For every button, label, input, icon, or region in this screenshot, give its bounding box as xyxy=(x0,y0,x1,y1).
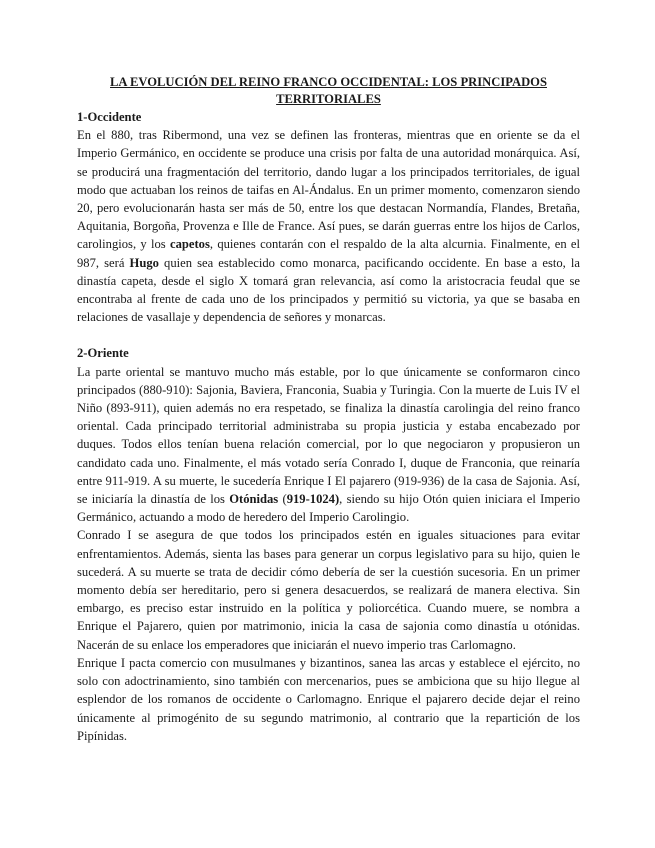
paragraph-oriente-3 xyxy=(77,654,580,745)
paragraph-text: ( xyxy=(278,492,287,507)
paragraph-text: , quienes contarán con el respaldo de la alta alcurnia. Finalmente, en el 987, será xyxy=(77,237,581,270)
document-page xyxy=(77,70,580,745)
paragraph-text: , siendo su hijo Otón quien iniciara el Imperio Germánico, actuando a modo de heredero del Imperio Carolingio. xyxy=(77,492,581,525)
bold-term-hugo: Hugo xyxy=(129,255,159,270)
paragraph-oriente-1 xyxy=(77,363,580,527)
bold-term-capetos: capetos xyxy=(170,237,210,252)
bold-term-otonidas: Otónidas xyxy=(229,492,279,507)
section-heading-oriente: 2-Oriente xyxy=(77,346,129,361)
paragraph-text: La parte oriental se mantuvo mucho más estable, por lo que únicamente se conformaron cinco principados (880-910): Sajonia, Baviera, Franconia, Suabia y Turingia. Con la muerte de Luis IV el Niño (893-911), quien además no era respetado, se finaliza la dinastía carolingia del reino franco oriental. Cada principado territorial administraba su propia justicia y estaba encabezado por duques. Todos ellos tenían buena relación comercial, por lo que negociaron y propusieron un candidato cada uno. Finalmente, el más votado sería Conrado I, duque de Franconia, que reinaría entre 911-919. A su muerte, le sucedería Enrique I El pajarero (919-936) de la casa de Sajonia. Así, se iniciaría la dinastía de los xyxy=(77,364,580,507)
paragraph-text: quien sea establecido como monarca, pacificando occidente. En base a esto, la dinastía capeta, desde el siglo X tomará gran relevancia, así como la aristocracia feudal que se encontraba al frente de cada uno de los principados y permitió su victoria, ya que se basaba en relaciones de vasallaje y dependencia de señores y monarcas. xyxy=(77,255,580,325)
document-title: LA EVOLUCIÓN DEL REINO FRANCO OCCIDENTAL: LOS PRINCIPADOS TERRITORIALES xyxy=(110,75,547,106)
section-heading-occidente: 1-Occidente xyxy=(77,110,142,124)
paragraph-text: En el 880, tras Ribermond, una vez se definen las fronteras, mientras que en oriente se da el Imperio Germánico, en occidente se produce una crisis por falta de una autoridad monárquica. Así, se producirá una fragmentación del territorio, dando lugar a los principados territoriales, de igual modo que actuaban los reinos de taifas en Al-Ándalus. En un primer momento, comenzaron siendo 20, pero evolucionarán hasta ser más de 50, entre los que destacan Normandía, Flandes, Bretaña, Aquitania, Borgoña, Provenza e Ille de France. Así pues, se darán guerras entre los hijos de Carlos, carolingios, y los xyxy=(77,128,580,252)
paragraph-occidente xyxy=(77,126,580,326)
paragraph-text: Conrado I se asegura de que todos los principados estén en iguales situaciones para evitar enfrentamientos. Además, sienta las bases para generar un corpus legislativo para su hijo, quien le sucederá. A su muerte se trata de decidir cómo debería de ser la cuestión sucesoria. En un primer momento debía ser hereditario, pero si genera desacuerdos, se realizará de manera electiva. Sin embargo, es preciso estar instruido en la política y poliorcética. Cuando muere, se nombra a Enrique el Pajarero, quien por matrimonio, inicia la casa de sajonia como dinastía u otónidas. Nacerán de su enlace los emperadores que iniciarán el nuevo imperio tras Carlomagno. xyxy=(77,528,580,652)
paragraph-oriente-2 xyxy=(77,526,580,653)
bold-term-dates: 919-1024) xyxy=(286,492,340,507)
paragraph-spacer xyxy=(77,326,580,344)
paragraph-text: Enrique I pacta comercio con musulmanes y bizantinos, sanea las arcas y establece el ejército, no solo con adoctrinamiento, sino también con mercenarios, pues se ambiciona que su hijo llegue al esplendor de los romanos de occidente o Carlomagno. Enrique el pajarero decide dejar el reino únicamente al primogénito de su segundo matrimonio, al contrario que la repartición de los Pipínidas. xyxy=(77,655,580,743)
